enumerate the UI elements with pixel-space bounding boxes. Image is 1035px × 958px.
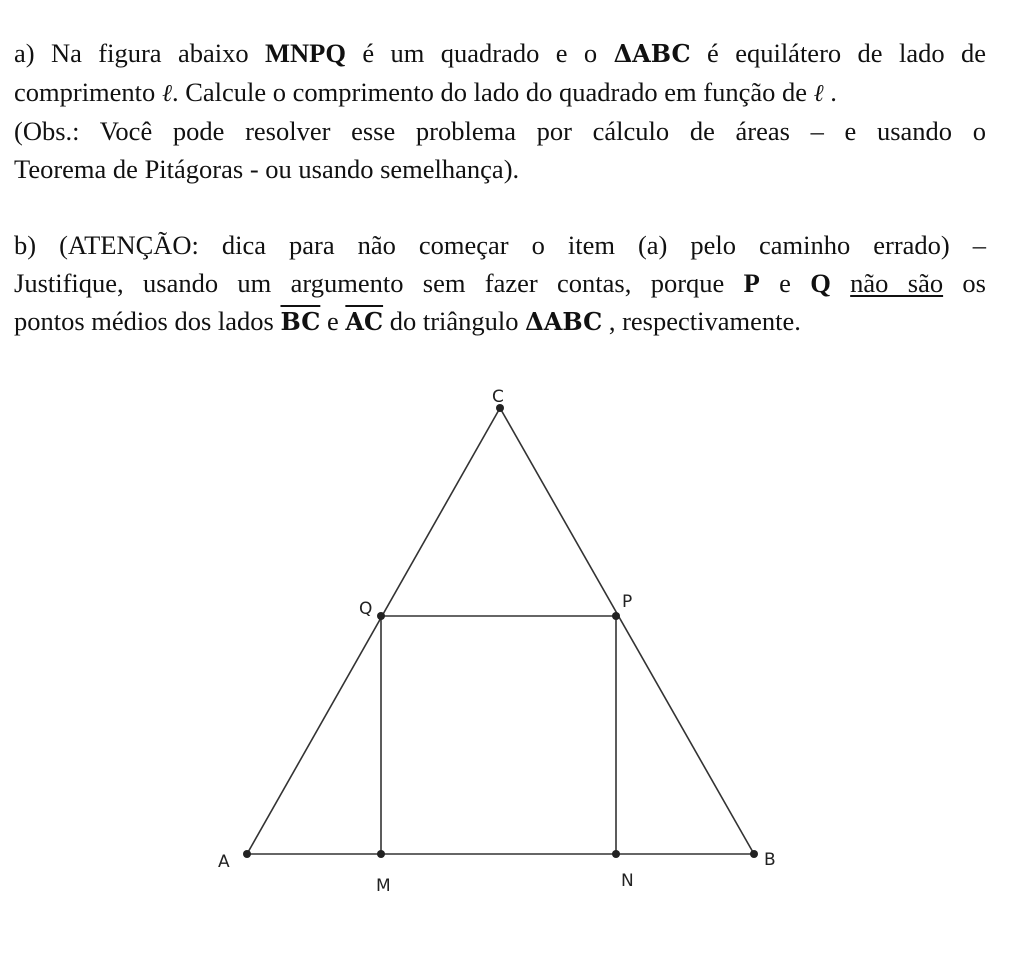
triangle-label: ΔABC [613,39,691,68]
figure-labels [218,387,776,896]
text: é um quadrado e o [345,38,614,68]
text: do triângulo [383,306,526,336]
text: pontos médios dos lados [14,306,281,336]
label-b: B [764,850,776,870]
underlined-text: não são [850,268,944,298]
point-n [612,850,620,858]
text: os [943,268,986,298]
triangle-label: ΔABC [525,307,603,336]
point-p [612,612,620,620]
text: e [759,268,811,298]
text: . Calcule o comprimento do lado do quadrado em função de [171,77,814,107]
ell-symbol: ℓ [813,79,824,107]
part-a-line-4: Teorema de Pitágoras - ou usando semelhança). [14,154,520,184]
figure-lines [247,408,754,854]
segment-ac: $\overline{AC}$ [345,307,384,336]
text: é equilátero de lado de [690,38,986,68]
label-q: Q [359,599,373,619]
text: . [823,77,837,107]
part-b-line-1: b) (ATENÇÃO: dica para não começar o item (a) pelo caminho errado) – [14,230,986,260]
point-q-label: Q [810,268,831,298]
segment-ca-line [247,408,500,854]
point-a [243,850,251,858]
text: Justifique, usando um argumento sem fazer contas, porque [14,268,744,298]
segment-bc: $\overline{BC}$ [280,307,321,336]
text: comprimento [14,77,162,107]
label-n: N [621,871,634,891]
text: , respectivamente. [602,306,801,336]
label-a: A [218,852,230,872]
label-c: C [492,387,504,407]
part-a-line-3: (Obs.: Você pode resolver esse problema por cálculo de áreas – e usando o [14,116,986,146]
label-m: M [376,876,391,896]
point-b [750,850,758,858]
square-name: MNPQ [264,38,346,68]
segment-bc-line [500,408,754,854]
text: e [320,306,346,336]
point-p-label: P [743,268,760,298]
text: a) Na figura abaixo [14,38,265,68]
ell-symbol: ℓ [161,79,172,107]
label-p: P [622,592,633,612]
point-q [377,612,385,620]
point-m [377,850,385,858]
figure-points [243,404,758,858]
